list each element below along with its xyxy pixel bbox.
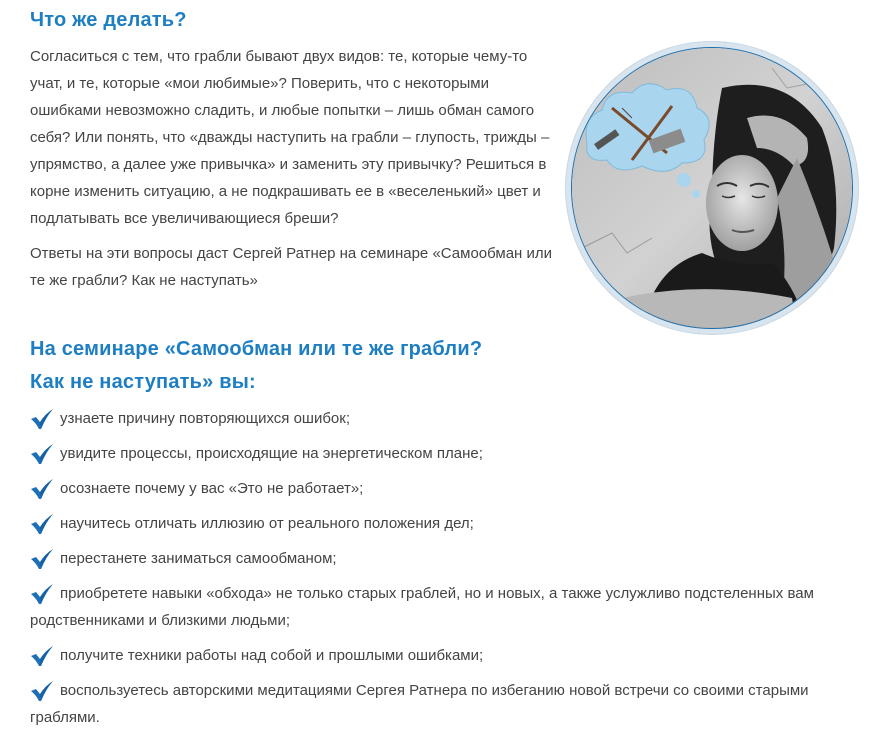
- benefit-text: приобретете навыки «обхода» не только старых граблей, но и новых, а также услужливо подстеленных вам родственниками и близкими людьми;: [30, 585, 814, 629]
- woman-thinking-photo: [571, 47, 853, 329]
- seminar-paragraph: Ответы на эти вопросы даст Сергей Ратнер на семинаре «Самообман или те же грабли? Как не наступать»: [30, 245, 553, 289]
- checkmark-icon: [30, 513, 54, 535]
- benefit-item: [30, 580, 865, 634]
- checkmark-icon: [30, 583, 54, 605]
- checkmark-icon: [30, 645, 54, 667]
- checkmark-icon: [30, 478, 54, 500]
- benefit-item: [30, 510, 865, 537]
- checkmark-icon: [30, 680, 54, 702]
- checkmark-icon: [30, 408, 54, 430]
- benefit-item: [30, 642, 865, 669]
- benefits-list: [30, 405, 865, 739]
- section-title-line1: На семинаре «Самообман или те же грабли?: [30, 338, 483, 360]
- intro-paragraph: Согласиться с тем, что грабли бывают двух видов: те, которые чему-то учат, и те, которые «мои любимые»? Поверить, что с некоторыми ошибками невозможно сладить, и любые попытки – лишь обман самого себя? Или понять, что «дважды наступить на грабли – глупость, трижды – упрямство, а далее уже привычка» и заменить эту привычку? Решиться в корне изменить ситуацию, а не подкрашивать ее в «веселенький» цвет и подлатывать все увеличивающиеся бреши?: [30, 48, 550, 227]
- checkmark-icon: [30, 443, 54, 465]
- benefit-text: увидите процессы, происходящие на энергетическом плане;: [60, 445, 483, 462]
- benefit-item: [30, 677, 865, 731]
- section-title-line2: Как не наступать» вы:: [30, 371, 256, 393]
- benefit-text: узнаете причину повторяющихся ошибок;: [60, 410, 351, 427]
- benefit-item: [30, 475, 865, 502]
- benefit-text: научитесь отличать иллюзию от реального положения дел;: [60, 515, 474, 532]
- benefit-item: [30, 405, 865, 432]
- benefit-text: осознаете почему у вас «Это не работает»;: [60, 480, 364, 497]
- section-title-seminar-benefits: [30, 333, 482, 399]
- section-title-what-to-do: Что же делать?: [30, 9, 187, 31]
- benefit-item: [30, 440, 865, 467]
- benefit-text: перестанете заниматься самообманом;: [60, 550, 337, 567]
- benefit-text: воспользуетесь авторскими медитациями Сергея Ратнера по избеганию новой встречи со своими старыми граблями.: [30, 682, 809, 726]
- checkmark-icon: [30, 548, 54, 570]
- photo-frame: [566, 42, 858, 334]
- benefit-text: получите техники работы над собой и прошлыми ошибками;: [60, 647, 484, 664]
- benefit-item: [30, 545, 865, 572]
